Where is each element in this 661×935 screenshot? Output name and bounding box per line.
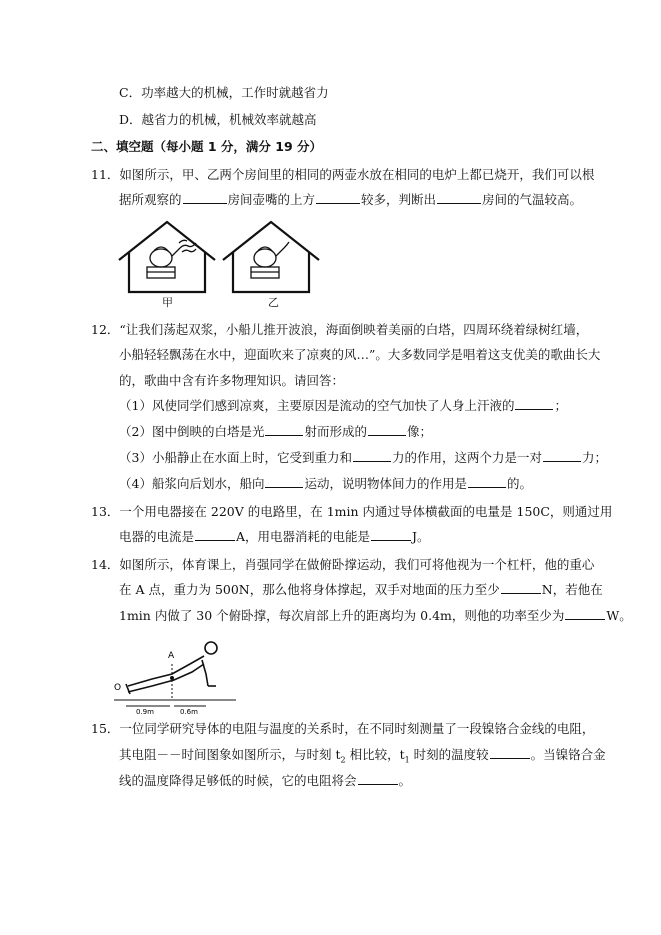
blank bbox=[490, 746, 530, 759]
q12-line3: 的，歌曲中含有许多物理知识。请回答： bbox=[119, 373, 345, 388]
blank bbox=[316, 191, 360, 204]
q15-line2: 其电阻－－时间图象如图所示，与时刻 $t_2$ 相比较，$t_1$ 时刻的温度较 。当镍铬合金 bbox=[119, 747, 606, 765]
houses-figure bbox=[117, 218, 332, 313]
blank bbox=[515, 397, 553, 410]
q12-line1: 12．“让我们荡起双浆，小船儿推开波浪，海面倒映着美丽的白塔，四周环绕着绿树红墙， bbox=[91, 322, 589, 337]
blank bbox=[265, 423, 303, 436]
q13-line2: 电器的电流是 A，用电器消耗的电能是 J。 bbox=[119, 529, 430, 544]
blank bbox=[468, 475, 506, 488]
q12-sub3: （3）小船静止在水面上时，它受到重力和 力的作用，这两个力是一对 力； bbox=[119, 450, 607, 465]
point-o-label: O bbox=[114, 683, 122, 693]
pushup-figure bbox=[112, 634, 242, 716]
q15-line3: 线的温度降得足够低的时候，它的电阻将会 。 bbox=[119, 773, 412, 788]
blank bbox=[543, 449, 581, 462]
blank bbox=[437, 191, 481, 204]
q11-line2: 据所观察的 房间壶嘴的上方 较多，判断出 房间的气温较高。 bbox=[119, 192, 583, 207]
blank bbox=[565, 607, 605, 620]
house-left-label: 甲 bbox=[162, 296, 173, 309]
q12-sub4: （4）船浆向后划水，船向 运动，说明物体间力的作用是 的。 bbox=[119, 476, 532, 491]
option-c: C．功率越大的机械，工作时就越省力 bbox=[119, 85, 329, 100]
q13-line1: 13．一个用电器接在 220V 的电路里，在 1min 内通过导体横截面的电量是 150C，则通过用 bbox=[91, 504, 613, 519]
q11-line1: 11．如图所示，甲、乙两个房间里的相同的两壶水放在相同的电炉上都已烧开，我们可以根 bbox=[91, 167, 595, 182]
blank bbox=[368, 423, 406, 436]
q12-sub2: （2）图中倒映的白塔是光 射而形成的 像； bbox=[119, 424, 432, 439]
blank bbox=[358, 772, 398, 785]
q14-line2: 在 A 点，重力为 500N，那么他将身体撑起，双手对地面的压力至少 N，若他在 bbox=[119, 582, 603, 597]
section-title: 二、填空题（每小题 1 分，满分 19 分） bbox=[91, 139, 323, 154]
dim-label-1: 0.9m bbox=[136, 708, 154, 716]
q14-line3: 1min 内做了 30 个俯卧撑，每次肩部上升的距离均为 0.4m，则他的功率至少为 W。 bbox=[119, 608, 632, 623]
blank bbox=[353, 449, 391, 462]
option-d: D．越省力的机械，机械效率就越高 bbox=[119, 112, 317, 127]
blank bbox=[183, 191, 227, 204]
q14-line1: 14．如图所示，体育课上，肖强同学在做俯卧撑运动，我们可将他视为一个杠杆，他的重心 bbox=[91, 557, 595, 572]
blank bbox=[195, 528, 235, 541]
dim-label-2: 0.6m bbox=[180, 708, 198, 716]
blank bbox=[501, 581, 541, 594]
q12-line2: 小船轻轻飘荡在水中，迎面吹来了凉爽的风…”。大多数同学是唱着这支优美的歌曲长大 bbox=[119, 347, 601, 362]
q12-sub1: （1）风使同学们感到凉爽，主要原因是流动的空气加快了人身上汗液的 ； bbox=[119, 398, 567, 413]
point-a-label: A bbox=[168, 651, 175, 661]
blank bbox=[265, 475, 303, 488]
blank bbox=[371, 528, 411, 541]
house-right-label: 乙 bbox=[268, 296, 279, 309]
q15-line1: 15．一位同学研究导体的电阻与温度的关系时，在不同时刻测量了一段镍铬合金线的电阻， bbox=[91, 721, 595, 736]
